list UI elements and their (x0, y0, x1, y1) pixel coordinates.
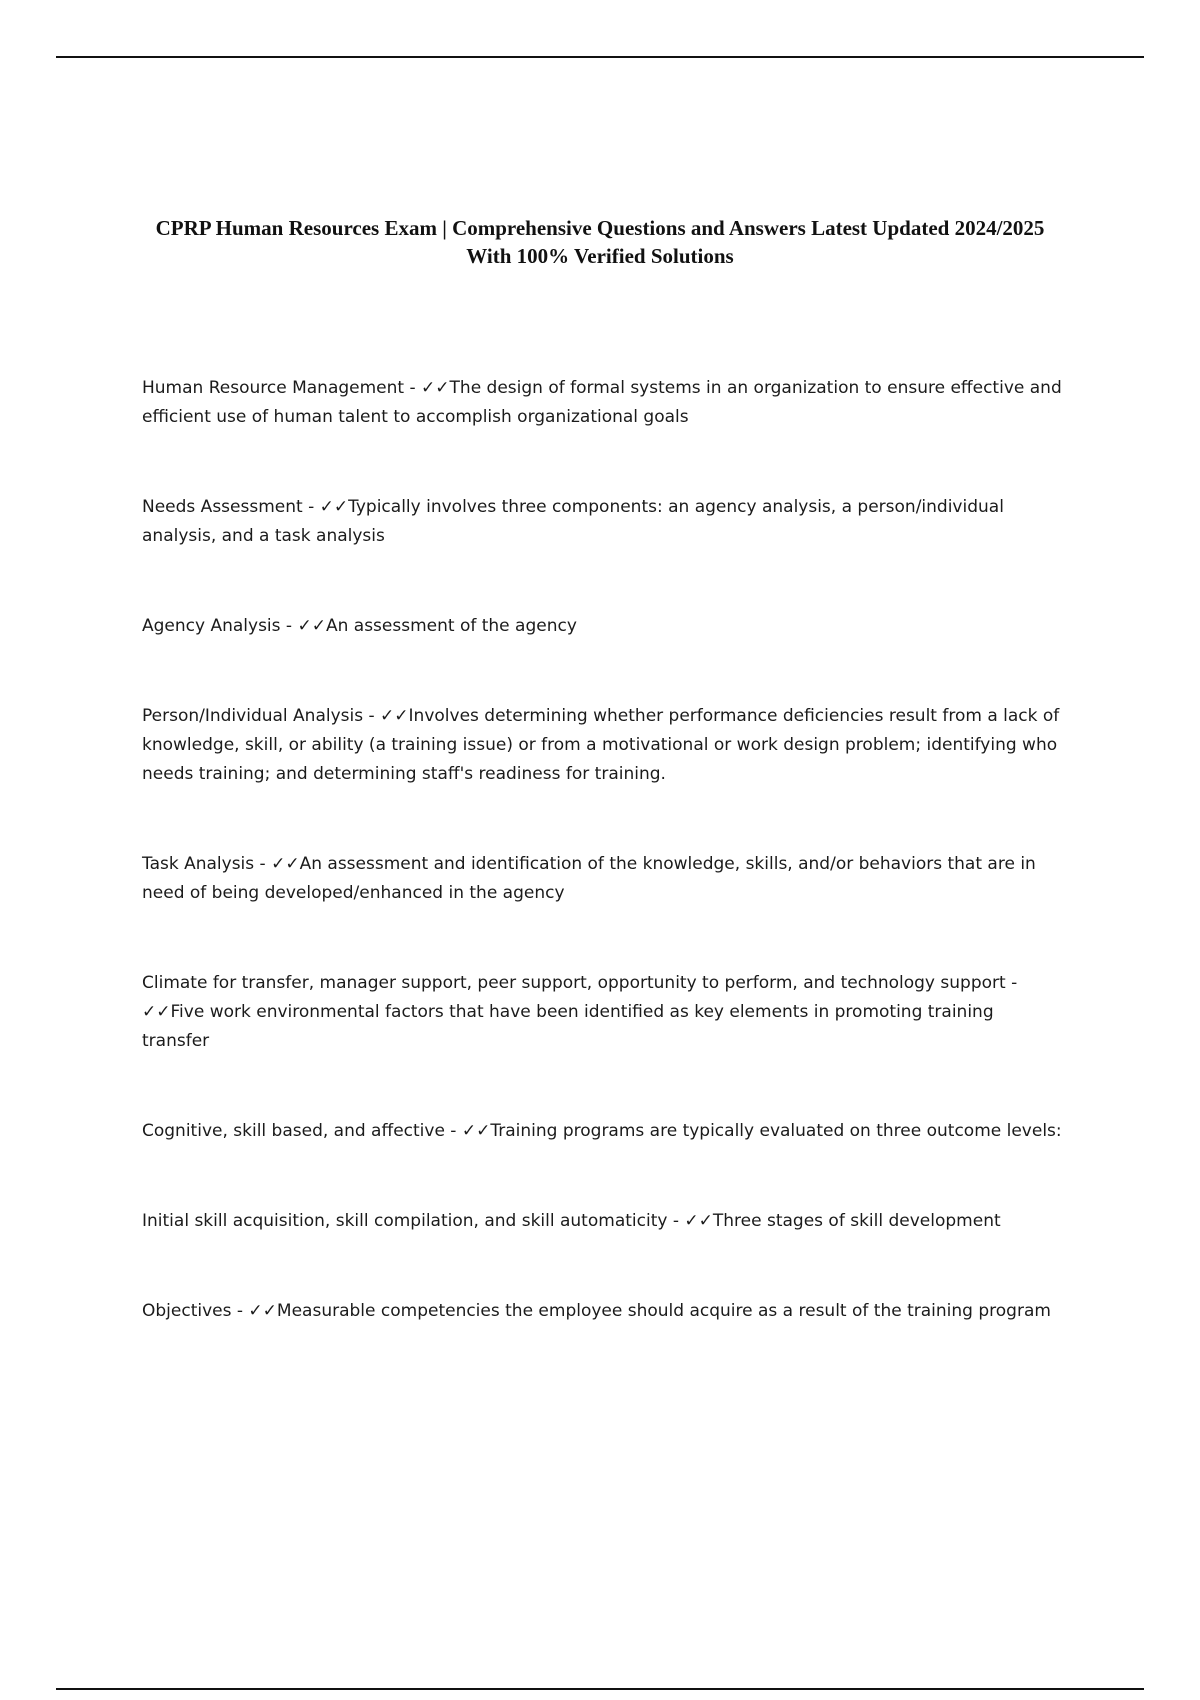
qa-definition: Measurable competencies the employee should acquire as a result of the training program (276, 1301, 1051, 1321)
bottom-rule (56, 1688, 1144, 1690)
qa-item (142, 493, 1062, 551)
qa-separator: - (231, 1301, 249, 1321)
qa-item (142, 1297, 1062, 1326)
qa-separator: - (667, 1211, 685, 1231)
qa-list (142, 374, 1062, 1387)
qa-definition: Three stages of skill development (712, 1211, 1001, 1231)
qa-term: Cognitive, skill based, and affective (142, 1121, 445, 1141)
double-check-icon: ✓✓ (297, 616, 326, 636)
qa-separator: - (404, 378, 422, 398)
document-title: CPRP Human Resources Exam | Comprehensive Questions and Answers Latest Updated 2024/2025 With 100% Verified Solutions (155, 216, 1045, 268)
qa-separator: - (280, 616, 298, 636)
double-check-icon: ✓✓ (461, 1121, 491, 1141)
qa-term: Initial skill acquisition, skill compilation, and skill automaticity (142, 1211, 668, 1231)
double-check-icon: ✓✓ (142, 1002, 171, 1022)
qa-definition: Training programs are typically evaluated on three outcome levels: (490, 1121, 1062, 1141)
double-check-icon: ✓✓ (248, 1301, 277, 1321)
qa-item (142, 374, 1062, 432)
qa-separator: - (1005, 973, 1018, 993)
qa-item (142, 702, 1062, 789)
qa-definition: An assessment of the agency (325, 616, 577, 636)
qa-term: Climate for transfer, manager support, peer support, opportunity to perform, and technology support (142, 973, 1006, 993)
qa-term: Person/Individual Analysis (142, 706, 364, 726)
qa-item (142, 1207, 1062, 1236)
qa-definition: An assessment and identification of the knowledge, skills, and/or behaviors that are in need of being developed/enhanced in the agency (142, 854, 1036, 903)
qa-definition: Typically involves three components: an agency analysis, a person/individual analysis, and a task analysis (142, 497, 1004, 546)
qa-item (142, 1117, 1062, 1146)
qa-separator: - (302, 497, 320, 517)
qa-term: Needs Assessment (142, 497, 303, 517)
double-check-icon: ✓✓ (271, 854, 300, 874)
qa-term: Objectives (142, 1301, 232, 1321)
double-check-icon: ✓✓ (421, 378, 450, 398)
qa-separator: - (444, 1121, 462, 1141)
qa-definition: The design of formal systems in an organization to ensure effective and efficient use of human talent to accomplish organizational goals (142, 378, 1062, 427)
qa-term: Task Analysis (142, 854, 255, 874)
qa-term: Agency Analysis (142, 616, 281, 636)
double-check-icon: ✓✓ (684, 1211, 713, 1231)
qa-term: Human Resource Management (142, 378, 405, 398)
qa-separator: - (254, 854, 272, 874)
qa-definition: Five work environmental factors that have been identified as key elements in promoting training transfer (142, 1002, 994, 1051)
top-rule (56, 56, 1144, 58)
qa-item (142, 969, 1062, 1056)
qa-definition: Involves determining whether performance deficiencies result from a lack of knowledge, skill, or ability (a training issue) or from a motivational or work design problem; identifying who needs training; and determining staff's readiness for training. (142, 706, 1060, 784)
double-check-icon: ✓✓ (319, 497, 349, 517)
qa-item (142, 850, 1062, 908)
double-check-icon: ✓✓ (380, 706, 409, 726)
qa-item (142, 612, 1062, 641)
qa-separator: - (363, 706, 381, 726)
